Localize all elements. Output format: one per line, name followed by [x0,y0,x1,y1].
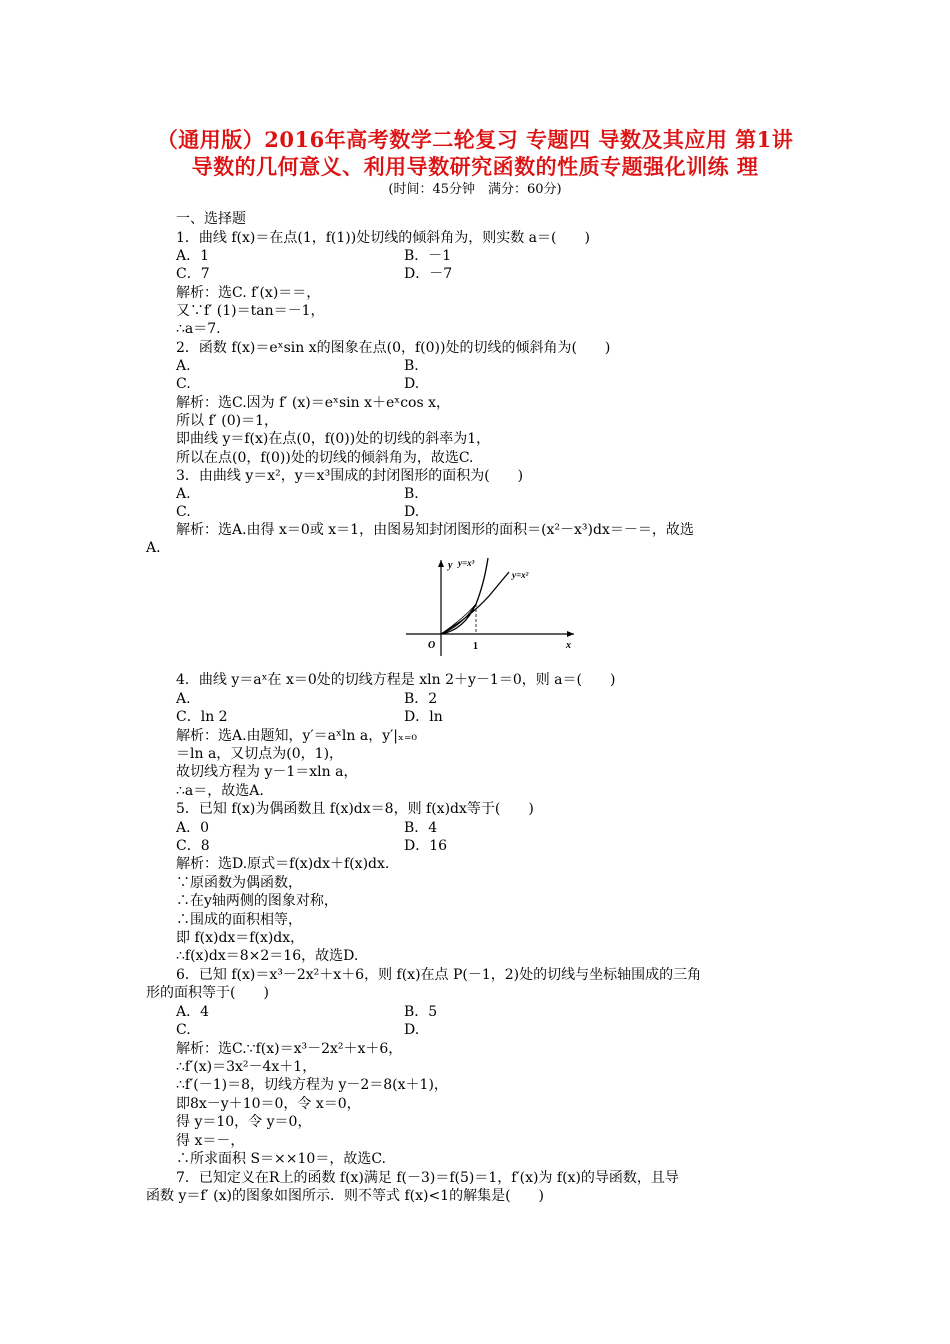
subtitle: (时间：45分钟 满分：60分) [388,182,562,197]
text-line: 解析：选A.由题知，y′＝aˣln a，y′|ₓ₌₀ [176,728,417,744]
label-o: O [428,640,436,651]
text-line: 6．已知 f(x)＝x³－2x²＋x＋6，则 f(x)在点 P(－1，2)处的切线与坐标轴围成的三角 [176,967,702,983]
text-line: ∴a＝，故选A. [176,783,264,799]
label-x: x [566,640,571,651]
text-line: C．8 [176,838,210,854]
text-line: 一、选择题 [176,211,246,227]
option-right: D．－7 [404,266,453,282]
text-line: ∴f′(x)＝3x²－4x＋1， [176,1059,317,1075]
text-line: A．1 [176,248,210,264]
option-right: D. [404,376,420,392]
text-line: 解析：选A.由得 x＝0或 x＝1，由图易知封闭图形的面积＝(x²－x³)dx＝－＝，故选 [176,522,694,538]
text-line: 即8x－y＋10＝0，令 x＝0， [176,1096,361,1112]
option-right: B．－1 [404,248,452,264]
text-line: 解析：选C. f′(x)＝＝， [176,285,321,301]
option-right: B．5 [404,1004,438,1020]
text-line: 得 x＝－， [176,1133,245,1149]
text-line: ＝ln a，又切点为(0，1)， [176,746,344,762]
text-line: 5．已知 f(x)为偶函数且 f(x)dx＝8，则 f(x)dx等于( ) [176,801,534,817]
option-right: D. [404,504,420,520]
title-line-2: 导数的几何意义、利用导数研究函数的性质专题强化训练 理 [191,154,759,179]
text-line: A．0 [176,820,210,836]
text-line: C. [176,376,191,392]
label-cubic: y=x³ [458,558,475,568]
text-line: 3．由曲线 y＝x²，y＝x³围成的封闭图形的面积为( ) [176,468,524,484]
text-line: 所以在点(0，f(0))处的切线的倾斜角为，故选C. [176,450,474,466]
label-one: 1 [473,641,478,652]
text-line: A. [176,486,191,502]
text-line: 解析：选C.∵f(x)＝x³－2x²＋x＋6， [176,1041,403,1057]
area-figure [404,556,584,660]
text-line: 即 f(x)dx＝f(x)dx， [176,930,305,946]
option-right: D．16 [404,838,448,854]
text-line: ∴f′(－1)＝8，切线方程为 y－2＝8(x＋1)， [176,1077,448,1093]
text-line: 即曲线 y＝f(x)在点(0，f(0))处的切线的斜率为1， [176,431,491,447]
text-line: ∴a＝7. [176,321,221,337]
label-square: y=x² [512,570,529,580]
x-axis-arrow [567,631,574,637]
option-right: B. [404,486,419,502]
text-line: 解析：选C.因为 f′ (x)＝eˣsin x＋eˣcos x， [176,395,451,411]
text-line: A. [176,358,191,374]
text-line: C. [176,1022,191,1038]
text-line: A. [146,540,161,556]
y-axis-arrow [438,560,444,567]
label-y: y [448,560,453,571]
text-line: C．7 [176,266,210,282]
curve-square [441,572,509,634]
text-line: A. [176,691,191,707]
text-line: C. [176,504,191,520]
text-line: ∴f(x)dx＝8×2＝16，故选D. [176,948,359,964]
text-line: 4．曲线 y＝aˣ在 x＝0处的切线方程是 xln 2＋y－1＝0，则 a＝( ) [176,672,616,688]
text-line: ∴在y轴两侧的图象对称， [176,893,338,909]
text-line: 2．函数 f(x)＝eˣsin x的图象在点(0，f(0))处的切线的倾斜角为( ) [176,340,611,356]
text-line: ∴围成的面积相等， [176,912,302,928]
option-right: D．ln [404,709,443,725]
shaded-region [441,604,476,634]
option-right: B．4 [404,820,438,836]
text-line: 得 y＝10，令 y＝0， [176,1114,312,1130]
text-line: ∴所求面积 S＝××10＝，故选C. [176,1151,386,1167]
text-line: ∵原函数为偶函数， [176,875,302,891]
text-line: 1．曲线 f(x)＝在点(1，f(1))处切线的倾斜角为，则实数 a＝( ) [176,230,590,246]
option-right: D. [404,1022,420,1038]
text-line: C．ln 2 [176,709,228,725]
text-line: 形的面积等于( ) [146,985,269,1001]
text-line: 故切线方程为 y－1＝xln a， [176,764,358,780]
text-line: 又∵f′ (1)＝tan＝－1， [176,303,325,319]
text-line: 所以 f′ (0)＝1， [176,413,278,429]
text-line: 7．已知定义在R上的函数 f(x)满足 f(－3)＝f(5)＝1，f′(x)为 f(x)的导函数，且导 [176,1170,679,1186]
text-line: A．4 [176,1004,210,1020]
option-right: B. [404,358,419,374]
option-right: B．2 [404,691,438,707]
text-line: 函数 y＝f′ (x)的图象如图所示．则不等式 f(x)<1的解集是( ) [146,1188,545,1204]
text-line: 解析：选D.原式＝f(x)dx＋f(x)dx. [176,856,390,872]
title-line-1: （通用版）2016年高考数学二轮复习 专题四 导数及其应用 第1讲 [156,127,794,152]
